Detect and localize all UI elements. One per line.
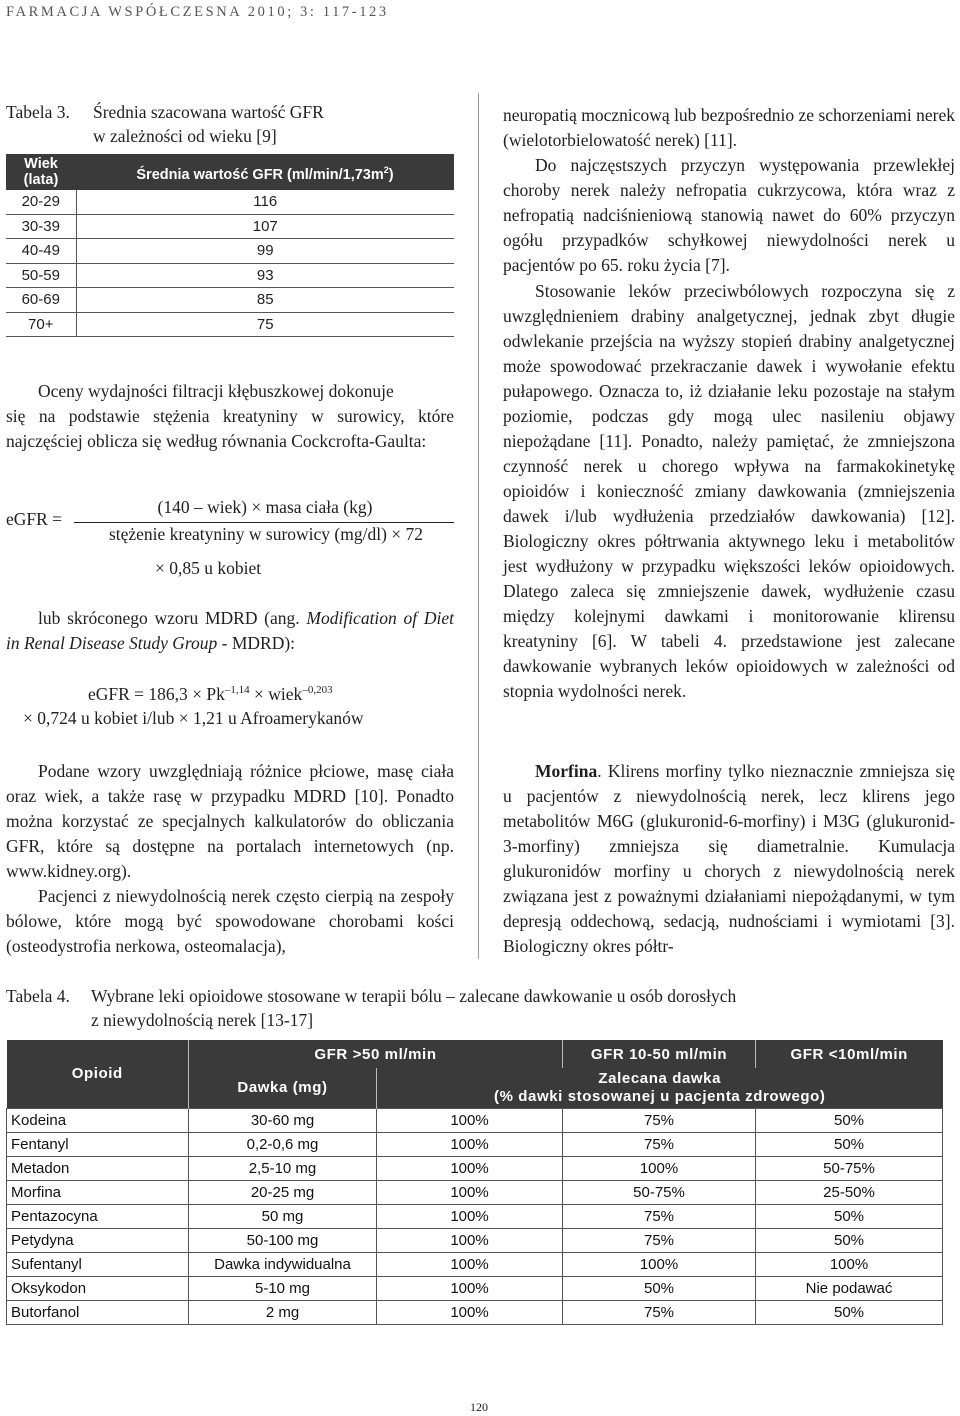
opioid-name-cell: Butorfanol	[7, 1300, 189, 1324]
column-divider	[478, 93, 479, 959]
gfr-gt50-cell: 100%	[377, 1252, 563, 1276]
gfr-gt50-cell: 100%	[377, 1204, 563, 1228]
table4-header-recommended: Zalecana dawka (% dawki stosowanej u pacjenta zdrowego)	[377, 1068, 943, 1108]
table4-row	[7, 1156, 943, 1180]
journal-header: FARMACJA WSPÓŁCZESNA 2010; 3: 117-123	[6, 4, 389, 20]
gfr-10-50-cell: 100%	[563, 1252, 756, 1276]
dose-cell: 5-10 mg	[189, 1276, 377, 1300]
gfr-cell: 99	[76, 239, 454, 264]
opioid-name-cell: Morfina	[7, 1180, 189, 1204]
mdrd-formula-line1: eGFR = $186,3 \times Pk^{-1,14}$ × wiek$^{-0,203}$	[88, 684, 333, 704]
fraction-bar	[74, 522, 454, 523]
table4-header-row-1	[7, 1040, 943, 1068]
dose-cell: 20-25 mg	[189, 1180, 377, 1204]
gfr-cell: 107	[76, 214, 454, 239]
gfr-cell: 75	[76, 312, 454, 337]
right-paragraph-1: neuropatią mocznicową lub bezpośrednio ze schorzeniami nerek (wielotorbielowatość nerek) [11].	[503, 105, 955, 150]
gfr-lt10-cell: 50%	[756, 1300, 943, 1324]
dose-cell: 50-100 mg	[189, 1228, 377, 1252]
table3-row	[6, 190, 454, 214]
gfr-cell: 93	[76, 263, 454, 288]
gfr-10-50-cell: 75%	[563, 1108, 756, 1132]
opioid-name-cell: Metadon	[7, 1156, 189, 1180]
table3-header-row	[6, 154, 454, 190]
gfr-10-50-cell: 75%	[563, 1204, 756, 1228]
table4-label: Tabela 4.	[6, 986, 70, 1006]
table4-header-gfr-10-50: GFR 10-50 ml/min	[563, 1040, 756, 1068]
age-cell: 50-59	[6, 263, 76, 288]
table4-header-dose: Dawka (mg)	[189, 1068, 377, 1108]
gfr-gt50-cell: 100%	[377, 1276, 563, 1300]
dose-cell: 50 mg	[189, 1204, 377, 1228]
left-paragraph-2: lub skróconego wzoru MDRD (ang. Modification of Diet in Renal Disease Study Group - MDRD):	[6, 608, 454, 653]
age-cell: 70+	[6, 312, 76, 337]
gfr-gt50-cell: 100%	[377, 1108, 563, 1132]
table3-row	[6, 263, 454, 288]
gfr-lt10-cell: 50-75%	[756, 1156, 943, 1180]
gfr-lt10-cell: Nie podawać	[756, 1276, 943, 1300]
table3-label: Tabela 3.	[6, 102, 70, 122]
gfr-10-50-cell: 100%	[563, 1156, 756, 1180]
table3-row	[6, 312, 454, 337]
gfr-by-age-table	[6, 154, 454, 337]
right-paragraph-3: Stosowanie leków przeciwbólowych rozpoczyna się z uwzględnieniem drabiny analgetycznej, jednak zbyt długie odwlekanie przejścia na wyższy stopień drabiny analgetycznej może spowodować przekraczanie dawek i wywołanie efektu pułapowego. Oznacza to, iż działanie leku pozostaje na stałym poziomie, podczas gdy mogą ulec nasileniu objawy niepożądane [11]. Ponadto, należy pamiętać, że zmniejszona czynność nerek u chorego wpływa na farmakokinetykę opioidów i konieczność zmiany dawkowania (zmniejszenia dawek i/lub wydłużenia przedziałów dawkowania) [12]. Biologiczny okres półtrwania aktywnego leku i metabolitów jest wydłużony w przypadku większości leków opioidowych. Dlatego zaleca się zmniejszenie dawek, wydłużenie czasu między kolejnymi dawkami i monitorowanie klirensu kreatyniny [6]. W tabeli 4. przedstawione jest zalecane dawkowanie wybranych leków opioidowych w zależności od stopnia wydolności nerek.	[503, 281, 955, 701]
opioid-name-cell: Oksykodon	[7, 1276, 189, 1300]
age-cell: 30-39	[6, 214, 76, 239]
table3-caption-text	[93, 100, 413, 148]
gfr-10-50-cell: 50-75%	[563, 1180, 756, 1204]
left-paragraph-1: Oceny wydajności filtracji kłębuszkowej dokonuje się na podstawie stężenia kreatyniny w surowicy, które najczęściej oblicza się według równania Cockcrofta-Gaulta:	[6, 381, 454, 451]
table4-row	[7, 1276, 943, 1300]
table3-row	[6, 214, 454, 239]
opioid-dosing-table	[6, 1040, 943, 1325]
age-cell: 20-29	[6, 190, 76, 214]
gfr-10-50-cell: 75%	[563, 1300, 756, 1324]
table4-row	[7, 1228, 943, 1252]
gfr-gt50-cell: 100%	[377, 1300, 563, 1324]
gfr-gt50-cell: 100%	[377, 1228, 563, 1252]
opioid-name-cell: Petydyna	[7, 1228, 189, 1252]
gfr-gt50-cell: 100%	[377, 1132, 563, 1156]
dose-cell: 2 mg	[189, 1300, 377, 1324]
table3-row	[6, 288, 454, 313]
gfr-10-50-cell: 75%	[563, 1132, 756, 1156]
table4-header-gfr-lt10: GFR <10ml/min	[756, 1040, 943, 1068]
gfr-lt10-cell: 100%	[756, 1252, 943, 1276]
cockcroft-gault-lhs: eGFR =	[6, 509, 63, 529]
right-paragraph-4: Morfina. Klirens morfiny tylko nieznacznie zmniejsza się u pacjentów z niewydolnością nerek, lecz klirens jego metabolitów M6G (glukuronid-6-morfiny) i M3G (glukuronid-3-morfiny) zmniejsza się diametralnie. Kumulacja glukuronidów morfiny u chorych z niewydolnością nerek związana jest z poważnymi działaniami niepożądanymi, w tym depresją oddechową, sedacją, nudnościami i wymiotami [3]. Biologiczny okres półtr-	[503, 761, 955, 956]
gfr-gt50-cell: 100%	[377, 1156, 563, 1180]
page-number: 120	[470, 1400, 488, 1414]
gfr-lt10-cell: 25-50%	[756, 1180, 943, 1204]
table4-header-opioid: Opioid	[7, 1040, 189, 1108]
gfr-cell: 116	[76, 190, 454, 214]
gfr-lt10-cell: 50%	[756, 1228, 943, 1252]
gfr-lt10-cell: 50%	[756, 1108, 943, 1132]
table4-row	[7, 1108, 943, 1132]
cockcroft-gault-numerator: (140 – wiek) × masa ciała (kg)	[157, 497, 373, 517]
opioid-name-cell: Pentazocyna	[7, 1204, 189, 1228]
gfr-gt50-cell: 100%	[377, 1180, 563, 1204]
opioid-name-cell: Fentanyl	[7, 1132, 189, 1156]
table3-header-gfr: Średnia wartość GFR $(ml/\min/1,73m^2)$	[76, 154, 454, 190]
opioid-name-cell: Sufentanyl	[7, 1252, 189, 1276]
gfr-10-50-cell: 75%	[563, 1228, 756, 1252]
table4-row	[7, 1300, 943, 1324]
age-cell: 60-69	[6, 288, 76, 313]
cockcroft-gault-denominator: stężenie kreatyniny w surowicy (mg/dl) × 72	[108, 524, 424, 544]
right-paragraph-2: Do najczęstszych przyczyn występowania przewlekłej choroby nerek należy nefropatia cukrzycowa, która wraz z nefropatią nadciśnieniową stanowią nawet do 60% przyczyn ogółu przypadków schyłkowej niewydolności nerek u pacjentów po 65. roku życia [7].	[503, 155, 955, 275]
dose-cell: 0,2-0,6 mg	[189, 1132, 377, 1156]
gfr-lt10-cell: 50%	[756, 1132, 943, 1156]
cockcroft-gault-female-factor: × 0,85 u kobiet	[155, 558, 262, 578]
table3-header-age: Wiek (lata)	[6, 154, 76, 190]
opioid-name-cell: Kodeina	[7, 1108, 189, 1132]
table3-caption-line1: Średnia szacowana wartość GFR	[93, 102, 324, 122]
dose-cell: 30-60 mg	[189, 1108, 377, 1132]
gfr-lt10-cell: 50%	[756, 1204, 943, 1228]
gfr-cell: 85	[76, 288, 454, 313]
table4-row	[7, 1132, 943, 1156]
age-cell: 40-49	[6, 239, 76, 264]
dose-cell: Dawka indywidualna	[189, 1252, 377, 1276]
table4-row	[7, 1252, 943, 1276]
dose-cell: 2,5-10 mg	[189, 1156, 377, 1180]
left-paragraph-3: Podane wzory uwzględniają różnice płciowe, masę ciała oraz wiek, a także rasę w przypadku MDRD [10]. Ponadto można korzystać ze specjalnych kalkulatorów do obliczania GFR, które są dostępne na portalach internetowych (np. www.kidney.org).	[6, 761, 454, 881]
table4-header-gfr-gt50: GFR >50 ml/min	[189, 1040, 563, 1068]
gfr-10-50-cell: 50%	[563, 1276, 756, 1300]
left-paragraph-4: Pacjenci z niewydolnością nerek często cierpią na zespoły bólowe, które mogą być spowodowane chorobami kości (osteodystrofia nerkowa, osteomalacja),	[6, 886, 454, 956]
table3-row	[6, 239, 454, 264]
table4-caption-text: Wybrane leki opioidowe stosowane w terapii bólu – zalecane dawkowanie u osób dorosłych z niewydolnością nerek [13-17]	[91, 986, 737, 1030]
table4-row	[7, 1204, 943, 1228]
table4-row	[7, 1180, 943, 1204]
table3-caption-line2: w zależności od wieku [9]	[93, 126, 277, 146]
mdrd-formula-line2: × 0,724 u kobiet i/lub × 1,21 u Afroamerykanów	[23, 708, 364, 728]
